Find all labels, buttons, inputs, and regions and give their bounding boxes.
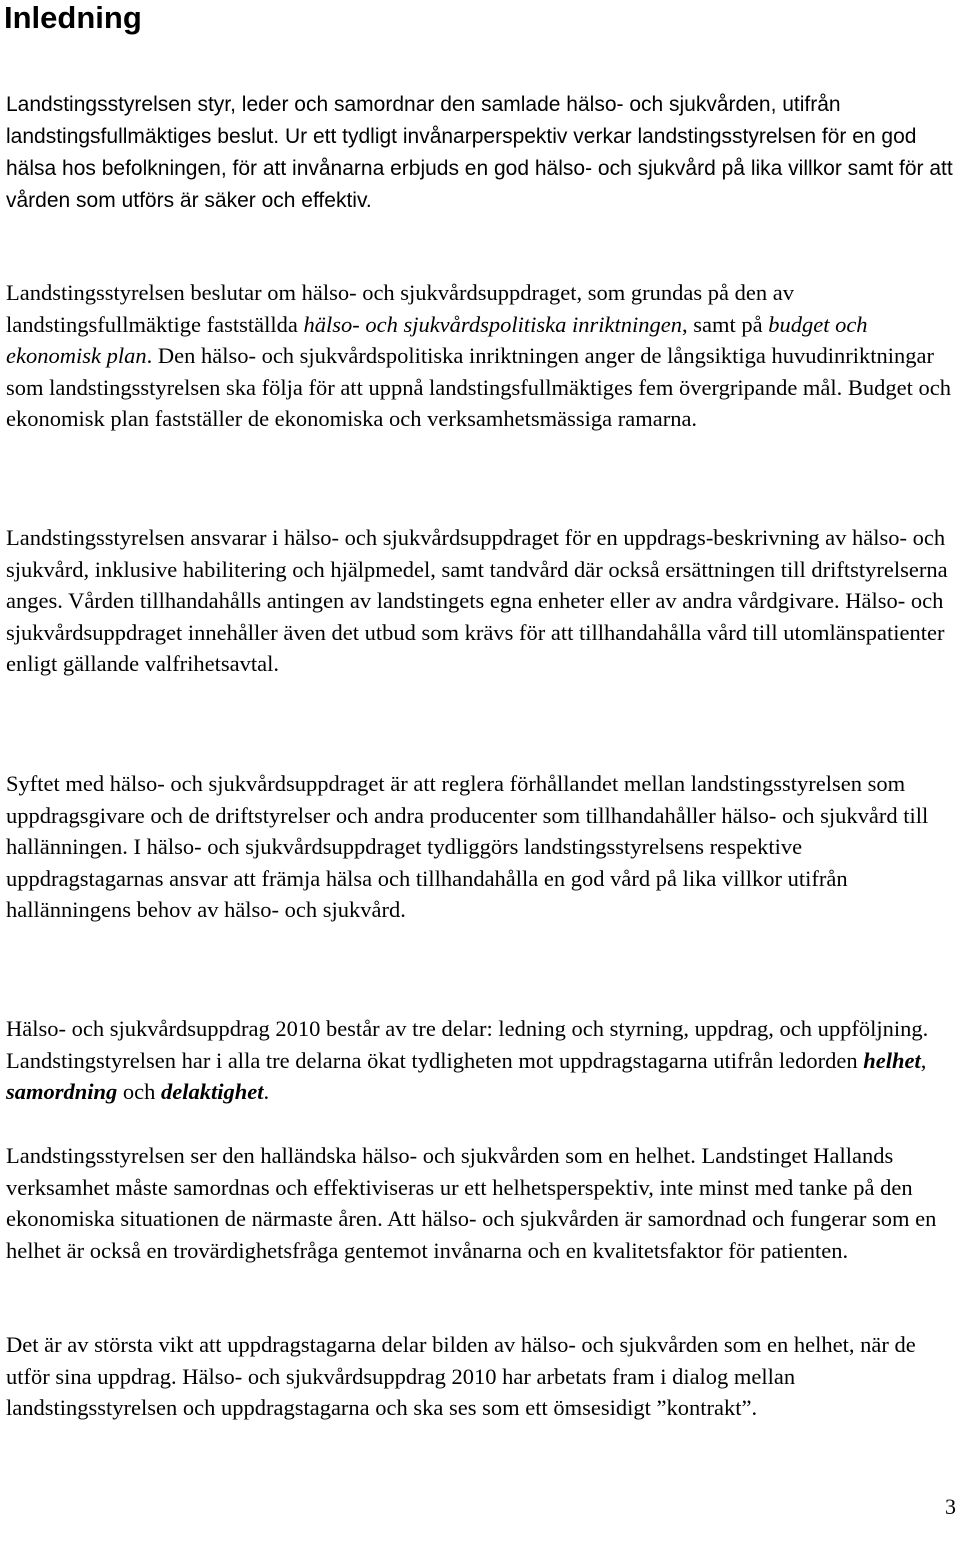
paragraph-text: . Den hälso- och sjukvårdspolitiska inriktningen anger de långsiktiga huvudinriktningar som landstingsstyrelsen ska följa för att uppnå landstingsfullmäktiges fem övergripande mål. Budget och ekonomisk plan fastställer de ekonomiska och verksamhetsmässiga ramarna. [6,343,952,431]
paragraph-intro: Landstingsstyrelsen styr, leder och samordnar den samlade hälso- och sjukvården, utifrån landstingsfullmäktiges beslut. Ur ett tydligt invånarperspektiv verkar landstingsstyrelsen för en god hälsa hos befolkningen, för att invånarna erbjuds en god hälso- och sjukvård på lika villkor samt för att vården som utförs är säker och effektiv. [6,93,953,212]
paragraph-text: och [117,1079,162,1104]
policy-direction-title: hälso- och sjukvårdspolitiska inriktningen [303,311,682,337]
page-title: Inledning [4,0,142,35]
paragraph-responsibility: Landstingsstyrelsen ansvarar i hälso- och sjukvårdsuppdraget för en uppdrags-beskrivning av hälso- och sjukvård, inklusive habilitering och hjälpmedel, samt tandvård där också ersättningen till driftstyrelserna anges. Vården tillhandahålls antingen av landstingets egna enheter eller av andra vårdgivare. Hälso- och sjukvårdsuppdraget innehåller även det utbud som krävs för att tillhandahålla vård till utomlänspatienter enligt gällande valfrihetsavtal. [6,525,948,676]
paragraph-decision [6,277,960,435]
paragraph-text: Hälso- och sjukvårdsuppdrag 2010 består av tre delar: ledning och styrning, uppdrag, och uppföljning. Landstingstyrelsen har i alla tre delarna ökat tydligheten mot uppdragstagarna utifrån ledorden [6,1016,929,1073]
paragraph-text: , samt på [681,311,769,337]
paragraph-text: Landstingsstyrelsen beslutar om hälso- och sjukvårdsuppdraget, som grundas på den av landstingsfullmäktige fastställda [6,280,794,337]
keyword-delaktighet: delaktighet [161,1079,264,1104]
keyword-samordning: samordning [6,1079,118,1104]
paragraph-text: . [263,1079,270,1104]
paragraph-structure [6,1013,960,1108]
paragraph-shared-view: Det är av största vikt att uppdragstagarna delar bilden av hälso- och sjukvården som en helhet, när de utför sina uppdrag. Hälso- och sjukvårdsuppdrag 2010 har arbetats fram i dialog mellan landstingsstyrelsen och uppdragstagarna och ska ses som ett ömsesidigt ”kontrakt”. [6,1332,916,1420]
keyword-helhet: helhet [863,1047,921,1073]
budget-plan-title: budget och ekonomisk plan [6,311,868,368]
paragraph-text: , [920,1047,927,1073]
page-number: 3 [945,1494,956,1519]
paragraph-whole: Landstingsstyrelsen ser den halländska hälso- och sjukvården som en helhet. Landstinget Hallands verksamhet måste samordnas och effektiviseras ur ett helhetsperspektiv, inte minst med tanke på den ekonomiska situationen de närmaste åren. Att hälso- och sjukvården är samordnad och fungerar som en helhet är också en trovärdighetsfråga gentemot invånarna och en kvalitetsfaktor för patienten. [6,1143,937,1263]
paragraph-purpose: Syftet med hälso- och sjukvårdsuppdraget är att reglera förhållandet mellan landstingsstyrelsen som uppdragsgivare och de driftstyrelser och andra producenter som tillhandahåller hälso- och sjukvård till hallänningen. I hälso- och sjukvårdsuppdraget tydliggörs landstingsstyrelsens respektive uppdragstagarnas ansvar att främja hälsa och tillhandahålla en god vård på lika villkor utifrån hallänningens behov av hälso- och sjukvård. [6,771,929,922]
